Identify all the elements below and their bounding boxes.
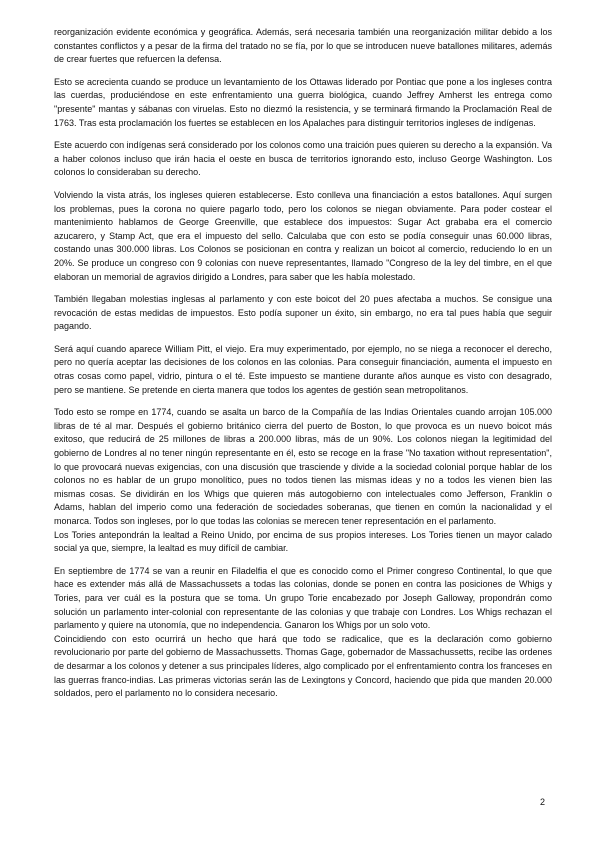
page-number: 2 <box>540 797 546 807</box>
paragraph-3: Este acuerdo con indígenas será considerado por los colonos como una traición pues quieren su derecho a la expansión. Va a haber colonos incluso que irán hacia el oeste en busca de territorios ignorando esto, incluso George Washington. Los colonos lo consideraban su derecho. <box>54 140 552 178</box>
paragraph-10: Coincidiendo con esto ocurrirá un hecho que hará que todo se radicalice, que es la declaración como gobierno revolucionario por parte del gobierno de Massachussetts. Thomas Gage, gobernador de Massachussetts, recibe las ordenes de desarmar a los colonos y detener a sus principales líderes, algo complicado por el enfrentamiento contra los franceses en las guerras franco-indias. Las primeras victorias serán las de Lexingtons y Concord, haciendo que pida que manden 20.000 soldados, pero el parlamento no lo considera necesario. <box>54 633 552 699</box>
paragraph-2: Esto se acrecienta cuando se produce un levantamiento de los Ottawas liderado por Pontiac que pone a los ingleses contra las cuerdas, produciéndose en este enfrentamiento una guerra biológica, cuando Jeffrey Amherst les entrega como "presente" mantas y sábanas con viruelas. Esto no diezmó la resistencia, y se terminará firmando la Proclamación Real de 1763. Tras esta proclamación los fuertes se establecen en los Apalaches para distinguir territorios ingleses de indígenas. <box>54 76 552 128</box>
paragraph-4: Volviendo la vista atrás, los ingleses quieren establecerse. Esto conlleva una financiación a estos batallones. Aquí surgen los problemas, pues la corona no quiere pagarlo todo, pero los colonos se niegan obviamente. Para poder costear el mantenimiento hablamos de George Greenville, que establece dos impuestos: Sugar Act grababa era el comercio azucarero, y Stamp Act, que era el impuesto del sello. Calculaba que con esto se podía conseguir unas 60.000 libras, costando unas 300.000 libras. Los Colonos se posicionan en contra y realizan un boicot al comercio, reduciendo lo en un 20%. Se produce un congreso con 9 colonias con nueve representantes, llamado "Congreso de la ley del timbre, en el que elaboran un memorial de agravios dirigido a Londres, para saber que les había molestado. <box>54 189 552 282</box>
paragraph-6: Será aquí cuando aparece William Pitt, el viejo. Era muy experimentado, por ejemplo, no se niega a reconocer el derecho, pero no quería aceptar las decisiones de los colonos en las colonias. Para conseguir financiación, aumenta el impuesto en otras cosas como papel, vidrio, pintura o el té. Este impuesto se mantiene durante años aunque es visto con desagrado, pero se mantiene. Se pretende en cierta manera que todos los agentes de gestión sean metropolitanos. <box>54 343 552 395</box>
paragraph-5: También llegaban molestias inglesas al parlamento y con este boicot del 20 pues afectaba a muchos. Se consigue una revocación de estas medidas de impuestos. Esto podía suponer un éxito, sin embargo, no era tal pues había que seguir pagando. <box>54 294 552 332</box>
paragraph-7: Todo esto se rompe en 1774, cuando se asalta un barco de la Compañía de las Indias Orientales cuando arrojan 105.000 libras de té al mar. Después el gobierno británico cierra del puerto de Boston, lo que provoca es un nuevo boicot más exitoso, que reducirá de 25 millones de libras a 200.000 libras, más de un 90%. Los colonos niegan la legitimidad del gobierno de Londres al no tener ningún representante en él, esto se recoge en la frase "No taxation without representation", lo que provocará nuevas exigencias, con una discusión que trasciende y divide a la sociedad colonial porque hablar de los colonos no es hablar de un grupo monolítico, pues no todos tienen las mismas ideas y no a todos les vienen bien las mismas cosas. Se dividirán en los Whigs que quieren más autogobierno con intelectuales como Jefferson, Franklin o Adams, hablan del imperio como una federación de sociedades soberanas, que tienen en común la nacionalidad y el monarca. Todos son ingleses, por lo que todas las colonias se merecen tener representación en el parlamento. <box>54 407 552 526</box>
paragraph-9: En septiembre de 1774 se van a reunir en Filadelfia el que es conocido como el Primer congreso Continental, lo que que hace es extender más allá de Massachussets a todas las colonias, donde se ponen en contra las posiciones de Whigs y Tories, para ver cuál es la postura que se toma. Un grupo Torie encabezado por Joseph Galloway, propondrán como solución un parlamento inter-colonial con representante de las colonias y que trabaje con Londres. Los Whigs rechazan el parlamento y quiere na utonomía, que no independencia. Ganaron los Whigs por un solo voto. <box>54 565 552 631</box>
paragraph-1: reorganización evidente económica y geográfica. Además, será necesaria también una reorganización militar debido a los constantes conflictos y a pesar de la firma del tratado no se fía, por lo que se introducen nueve batallones militares, además de crear fuertes que refuercen la defensa. <box>54 27 552 65</box>
paragraph-8: Los Tories antepondrán la lealtad a Reino Unido, por encima de sus propios intereses. Los Tories tienen un mayor calado social ya que, siempre, la lealtad es muy difícil de cambiar. <box>54 529 552 554</box>
page-body <box>54 26 552 701</box>
